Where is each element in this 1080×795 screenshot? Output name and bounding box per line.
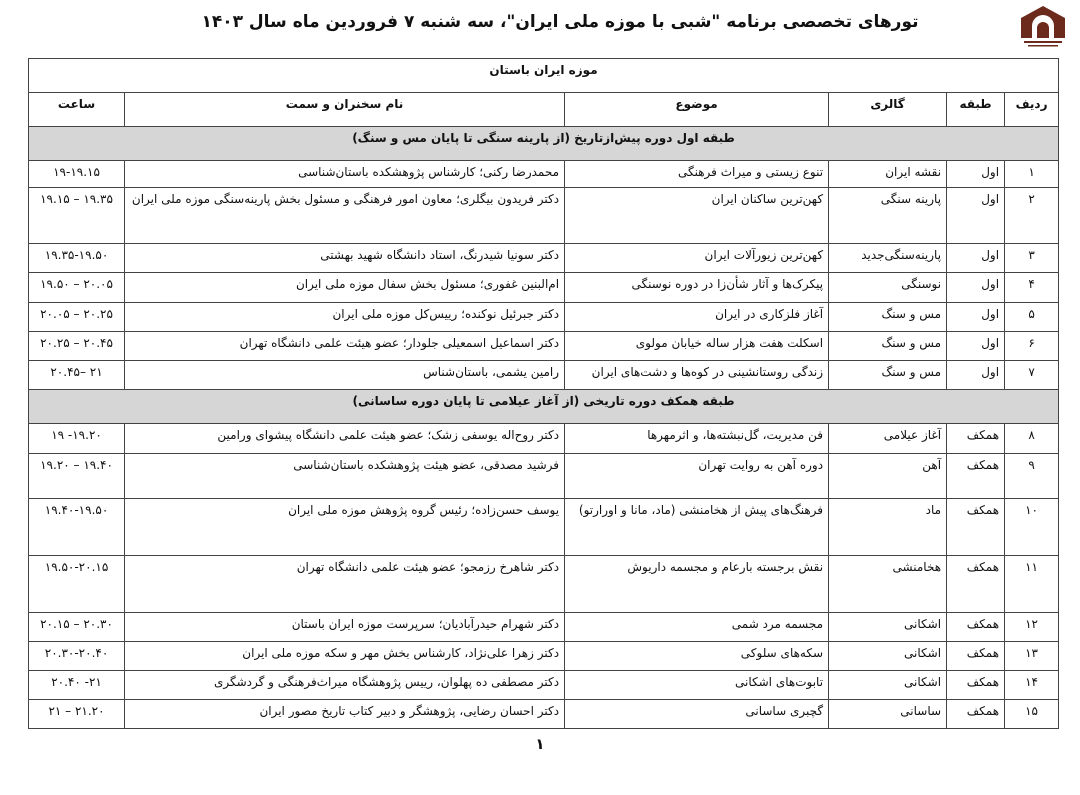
col-header-no: ردیف: [1005, 93, 1059, 127]
cell-time: ۱۹ -۱۹.۲۰: [29, 424, 125, 454]
cell-gallery: پارینه سنگی: [829, 188, 947, 244]
section-header-row: [29, 127, 1059, 161]
cell-floor: اول: [947, 161, 1005, 188]
table-row: [29, 642, 1059, 671]
cell-topic: تابوت‌های اشکانی: [565, 671, 829, 700]
cell-gallery: اشکانی: [829, 642, 947, 671]
table-row: [29, 188, 1059, 244]
cell-time: ۲۰.۴۰ -۲۱: [29, 671, 125, 700]
cell-speaker: دکتر جبرئیل نوکنده؛ رییس‌کل موزه ملی ایران: [125, 303, 565, 332]
cell-speaker: دکتر فریدون بیگلری؛ معاون امور فرهنگی و مسئول بخش پارینه‌سنگی موزه ملی ایران: [125, 188, 565, 244]
museum-row: [29, 59, 1059, 93]
cell-time: ۲۰.۰۵ – ۲۰.۲۵: [29, 303, 125, 332]
cell-time: ۲۰.۲۵ – ۲۰.۴۵: [29, 332, 125, 361]
page-header: [0, 0, 1080, 50]
cell-no: ۱۳: [1005, 642, 1059, 671]
table-row: [29, 454, 1059, 499]
cell-floor: همکف: [947, 700, 1005, 729]
cell-gallery: ساسانی: [829, 700, 947, 729]
cell-gallery: هخامنشی: [829, 556, 947, 613]
col-header-floor: طبقه: [947, 93, 1005, 127]
page-number: ۱: [535, 735, 545, 753]
cell-gallery: نوسنگی: [829, 273, 947, 303]
table-row: [29, 424, 1059, 454]
section-title: طبقه اول دوره پیش‌ازتاریخ (از پارینه سنگی تا پایان مس و سنگ): [29, 127, 1059, 161]
cell-no: ۵: [1005, 303, 1059, 332]
cell-gallery: مس و سنگ: [829, 361, 947, 390]
table-row: [29, 361, 1059, 390]
cell-no: ۱۰: [1005, 499, 1059, 556]
cell-floor: اول: [947, 273, 1005, 303]
cell-speaker: محمدرضا رکنی؛ کارشناس پژوهشکده باستان‌شناسی: [125, 161, 565, 188]
cell-no: ۱۱: [1005, 556, 1059, 613]
cell-floor: همکف: [947, 671, 1005, 700]
cell-speaker: دکتر شهرام حیدرآبادیان؛ سرپرست موزه ایران باستان: [125, 613, 565, 642]
table-row: [29, 244, 1059, 273]
cell-speaker: دکتر اسماعیل اسمعیلی جلودار؛ عضو هیئت علمی دانشگاه تهران: [125, 332, 565, 361]
cell-time: ۱۹.۴۰-۱۹.۵۰: [29, 499, 125, 556]
cell-topic: اسکلت هفت هزار ساله خیابان مولوی: [565, 332, 829, 361]
cell-floor: همکف: [947, 556, 1005, 613]
cell-speaker: دکتر روح‌اله یوسفی زشک؛ عضو هیئت علمی دانشگاه پیشوای ورامین: [125, 424, 565, 454]
cell-time: ۲۰.۴۵– ۲۱: [29, 361, 125, 390]
table-row: [29, 700, 1059, 729]
cell-floor: همکف: [947, 499, 1005, 556]
tour-schedule-table: [28, 58, 1059, 729]
cell-topic: فرهنگ‌های پیش از هخامنشی (ماد، مانا و اورارتو): [565, 499, 829, 556]
cell-gallery: پارینه‌سنگی‌جدید: [829, 244, 947, 273]
cell-gallery: نقشه ایران: [829, 161, 947, 188]
cell-topic: پیکرک‌ها و آثار شأن‌زا در دوره نوسنگی: [565, 273, 829, 303]
cell-time: ۲۰.۳۰-۲۰.۴۰: [29, 642, 125, 671]
cell-floor: همکف: [947, 424, 1005, 454]
cell-gallery: آغاز عیلامی: [829, 424, 947, 454]
cell-no: ۲: [1005, 188, 1059, 244]
col-header-speaker: نام سخنران و سمت: [125, 93, 565, 127]
table-row: [29, 556, 1059, 613]
cell-topic: تنوع زیستی و میراث فرهنگی: [565, 161, 829, 188]
cell-time: ۲۰.۱۵ – ۲۰.۳۰: [29, 613, 125, 642]
cell-speaker: یوسف حسن‌زاده؛ رئیس گروه پژوهش موزه ملی ایران: [125, 499, 565, 556]
table-row: [29, 499, 1059, 556]
table-row: [29, 273, 1059, 303]
cell-speaker: فرشید مصدقی، عضو هیئت پژوهشکده باستان‌شناسی: [125, 454, 565, 499]
column-header-row: [29, 93, 1059, 127]
table-row: [29, 161, 1059, 188]
cell-no: ۷: [1005, 361, 1059, 390]
cell-no: ۱: [1005, 161, 1059, 188]
cell-time: ۱۹.۱۵ – ۱۹.۳۵: [29, 188, 125, 244]
col-header-time: ساعت: [29, 93, 125, 127]
cell-floor: همکف: [947, 642, 1005, 671]
table-row: [29, 332, 1059, 361]
cell-topic: فن مدیریت، گل‌نبشته‌ها، و اثرمهرها: [565, 424, 829, 454]
cell-gallery: ماد: [829, 499, 947, 556]
cell-gallery: آهن: [829, 454, 947, 499]
cell-floor: اول: [947, 303, 1005, 332]
cell-topic: مجسمه مرد شمی: [565, 613, 829, 642]
table-row: [29, 671, 1059, 700]
museum-name: موزه ایران باستان: [29, 59, 1059, 93]
cell-speaker: دکتر سونیا شیدرنگ، استاد دانشگاه شهید بهشتی: [125, 244, 565, 273]
museum-arch-logo-icon: [1016, 4, 1070, 48]
cell-floor: همکف: [947, 454, 1005, 499]
table-row: [29, 303, 1059, 332]
cell-no: ۳: [1005, 244, 1059, 273]
cell-floor: اول: [947, 188, 1005, 244]
cell-floor: همکف: [947, 613, 1005, 642]
col-header-gallery: گالری: [829, 93, 947, 127]
section-title: طبقه همکف دوره تاریخی (از آغاز عیلامی تا پایان دوره ساسانی): [29, 390, 1059, 424]
table-row: [29, 613, 1059, 642]
cell-floor: اول: [947, 332, 1005, 361]
cell-speaker: دکتر زهرا علی‌نژاد، کارشناس بخش مهر و سکه موزه ملی ایران: [125, 642, 565, 671]
cell-no: ۹: [1005, 454, 1059, 499]
cell-speaker: دکتر مصطفی ده پهلوان، رییس پژوهشگاه میراث‌فرهنگی و گردشگری: [125, 671, 565, 700]
page-title: تورهای تخصصی برنامه "شبی با موزه ملی ایران"، سه شنبه ۷ فروردین ماه سال ۱۴۰۳: [201, 12, 919, 32]
cell-time: ۲۱ – ۲۱.۲۰: [29, 700, 125, 729]
cell-no: ۸: [1005, 424, 1059, 454]
cell-topic: دوره آهن به روایت تهران: [565, 454, 829, 499]
cell-no: ۱۵: [1005, 700, 1059, 729]
cell-floor: اول: [947, 361, 1005, 390]
section-header-row: [29, 390, 1059, 424]
cell-time: ۱۹.۵۰ – ۲۰.۰۵: [29, 273, 125, 303]
cell-time: ۱۹.۵۰-۲۰.۱۵: [29, 556, 125, 613]
cell-topic: کهن‌ترین ساکنان ایران: [565, 188, 829, 244]
cell-gallery: مس و سنگ: [829, 332, 947, 361]
cell-gallery: مس و سنگ: [829, 303, 947, 332]
cell-time: ۱۹-۱۹.۱۵: [29, 161, 125, 188]
cell-topic: گچبری ساسانی: [565, 700, 829, 729]
cell-time: ۱۹.۲۰ – ۱۹.۴۰: [29, 454, 125, 499]
cell-topic: سکه‌های سلوکی: [565, 642, 829, 671]
cell-speaker: رامین یشمی، باستان‌شناس: [125, 361, 565, 390]
cell-floor: اول: [947, 244, 1005, 273]
cell-speaker: ام‌البنین غفوری؛ مسئول بخش سفال موزه ملی ایران: [125, 273, 565, 303]
cell-speaker: دکتر شاهرخ رزمجو؛ عضو هیئت علمی دانشگاه تهران: [125, 556, 565, 613]
cell-no: ۶: [1005, 332, 1059, 361]
cell-topic: کهن‌ترین زیورآلات ایران: [565, 244, 829, 273]
cell-topic: نقش برجسته بارعام و مجسمه داریوش: [565, 556, 829, 613]
cell-no: ۴: [1005, 273, 1059, 303]
cell-topic: زندگی روستانشینی در کوه‌ها و دشت‌های ایران: [565, 361, 829, 390]
cell-time: ۱۹.۳۵-۱۹.۵۰: [29, 244, 125, 273]
cell-no: ۱۲: [1005, 613, 1059, 642]
cell-no: ۱۴: [1005, 671, 1059, 700]
cell-gallery: اشکانی: [829, 613, 947, 642]
cell-gallery: اشکانی: [829, 671, 947, 700]
cell-topic: آغاز فلزکاری در ایران: [565, 303, 829, 332]
cell-speaker: دکتر احسان رضایی، پژوهشگر و دبیر کتاب تاریخ مصور ایران: [125, 700, 565, 729]
col-header-topic: موضوع: [565, 93, 829, 127]
